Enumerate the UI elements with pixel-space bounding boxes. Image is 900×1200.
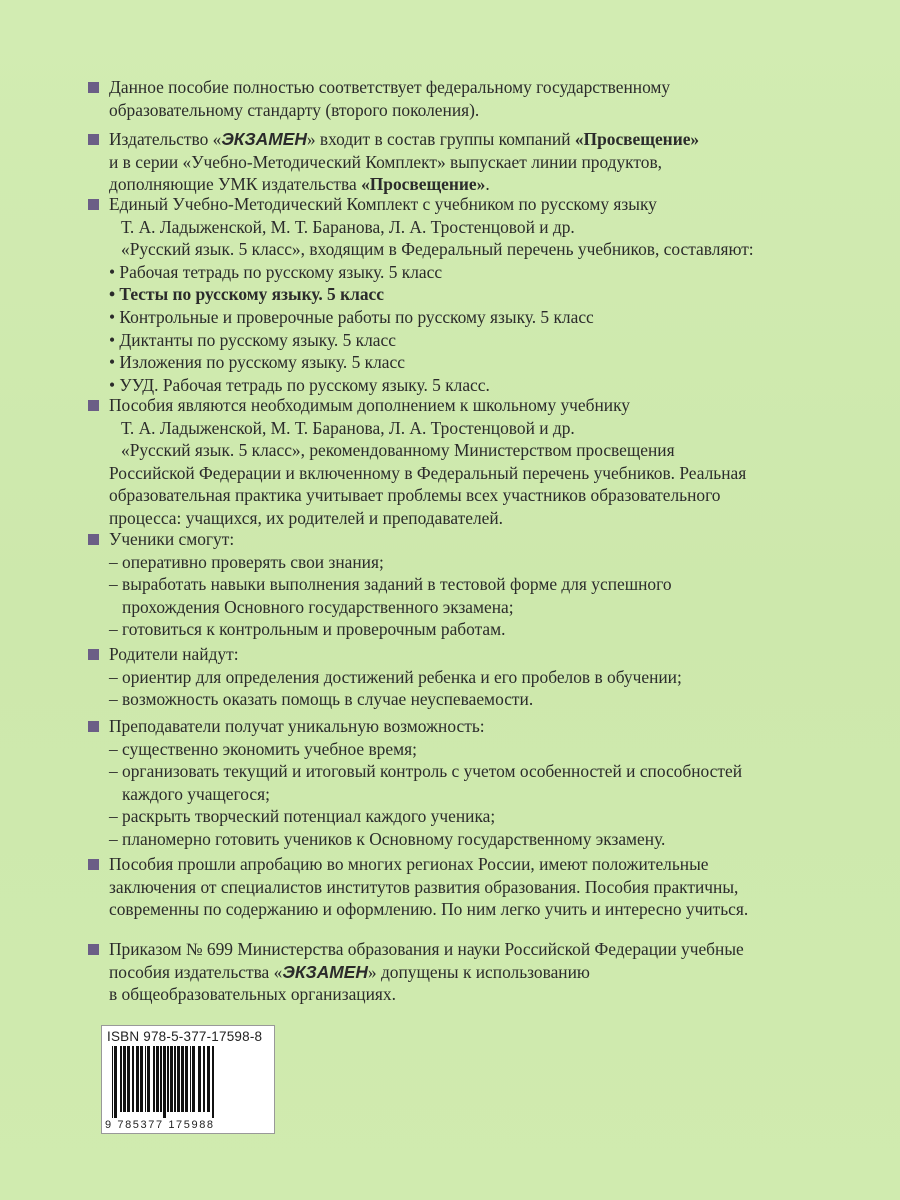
- text-line: – организовать текущий и итоговый контроль с учетом особенностей и способностей: [109, 761, 743, 782]
- text-line: Т. А. Ладыженской, М. Т. Баранова, Л. А. Тростенцовой и др.: [121, 417, 575, 438]
- brand-name: ЭКЗАМЕН: [282, 961, 368, 982]
- square-bullet-icon: [88, 944, 99, 955]
- text-line: в общеобразовательных организациях.: [109, 984, 396, 1005]
- barcode-bar: [132, 1046, 134, 1112]
- barcode-bar: [170, 1046, 173, 1112]
- barcode-bar: [156, 1046, 159, 1112]
- section-teachers: [88, 715, 878, 851]
- text-fragment: » допущены к использованию: [367, 961, 590, 982]
- square-bullet-icon: [88, 649, 99, 660]
- isbn-barcode-block: [101, 1025, 275, 1134]
- barcode-bar: [112, 1046, 113, 1118]
- text-line: – существенно экономить учебное время;: [109, 738, 417, 759]
- square-bullet-icon: [88, 134, 99, 145]
- list-item: • Изложения по русскому языку. 5 класс: [109, 352, 405, 373]
- section-order: [88, 938, 878, 1006]
- text-line: – оперативно проверять свои знания;: [109, 551, 384, 572]
- text-line: каждого учащегося;: [109, 783, 270, 804]
- text-line: – раскрыть творческий потенциал каждого ученика;: [109, 806, 496, 827]
- text-line: – возможность оказать помощь в случае неуспеваемости.: [109, 689, 534, 710]
- text-line: Преподаватели получат уникальную возможность:: [109, 716, 485, 736]
- section-standard: [88, 76, 878, 121]
- section-supplement: [88, 394, 878, 530]
- section-students: [88, 528, 878, 641]
- publisher-name: «Просвещение»: [574, 129, 700, 149]
- section-approbation: [88, 853, 878, 921]
- barcode-bar: [181, 1046, 184, 1112]
- barcode-bar: [153, 1046, 155, 1112]
- isbn-label: ISBN 978-5-377-17598-8: [107, 1029, 263, 1044]
- list-item: • Контрольные и проверочные работы по русскому языку. 5 класс: [109, 306, 594, 327]
- barcode-bar: [120, 1046, 122, 1112]
- barcode-bar: [167, 1046, 169, 1112]
- text-line: прохождения Основного государственного экзамена;: [109, 596, 514, 617]
- text-fragment: Издательство «: [109, 129, 222, 149]
- text-fragment: » входит в состав группы компаний: [306, 129, 575, 149]
- text-line: [109, 128, 878, 151]
- barcode-bar: [147, 1046, 150, 1112]
- text-line: образовательному стандарту (второго поколения).: [109, 99, 480, 120]
- text-line: Пособия прошли апробацию во многих регионах России, имеют положительные: [109, 854, 709, 874]
- list-item: • Тесты по русскому языку. 5 класс: [109, 284, 384, 305]
- text-line: образовательная практика учитывает проблемы всех участников образовательного: [109, 485, 721, 506]
- text-line: Т. А. Ладыженской, М. Т. Баранова, Л. А. Тростенцовой и др.: [121, 216, 575, 237]
- barcode-bar: [192, 1046, 195, 1112]
- barcode-icon: [110, 1046, 266, 1118]
- barcode-bar: [207, 1046, 210, 1112]
- barcode-bar: [145, 1046, 146, 1112]
- square-bullet-icon: [88, 859, 99, 870]
- text-fragment: пособия издательства «: [109, 961, 283, 982]
- barcode-bar: [123, 1046, 126, 1112]
- publisher-name: «Просвещение»: [361, 174, 486, 195]
- text-line: Пособия являются необходимым дополнением к школьному учебнику: [109, 395, 631, 415]
- barcode-bar: [136, 1046, 139, 1112]
- square-bullet-icon: [88, 400, 99, 411]
- text-line: Ученики смогут:: [109, 529, 235, 549]
- list-item: • Рабочая тетрадь по русскому языку. 5 класс: [109, 261, 443, 282]
- square-bullet-icon: [88, 82, 99, 93]
- barcode-bar: [174, 1046, 176, 1112]
- barcode-bar: [190, 1046, 191, 1112]
- text-line: – готовиться к контрольным и проверочным работам.: [109, 619, 506, 640]
- square-bullet-icon: [88, 534, 99, 545]
- brand-name: ЭКЗАМЕН: [221, 129, 307, 149]
- text-line: [109, 961, 878, 984]
- square-bullet-icon: [88, 199, 99, 210]
- text-line: Данное пособие полностью соответствует федеральному государственному: [109, 77, 671, 97]
- text-line: – ориентир для определения достижений ребенка и его пробелов в обучении;: [109, 666, 682, 687]
- barcode-bar: [185, 1046, 188, 1112]
- barcode-bar: [198, 1046, 201, 1112]
- barcode-bar: [114, 1046, 117, 1118]
- text-line: Российской Федерации и включенному в Федеральный перечень учебников. Реальная: [109, 462, 747, 483]
- square-bullet-icon: [88, 721, 99, 732]
- text-line: и в серии «Учебно-Методический Комплект» выпускает линии продуктов,: [109, 151, 663, 172]
- barcode-bar: [177, 1046, 180, 1112]
- text-line: процесса: учащихся, их родителей и преподавателей.: [109, 507, 503, 528]
- barcode-bar: [203, 1046, 205, 1112]
- text-line: – планомерно готовить учеников к Основному государственному экзамену.: [109, 828, 666, 849]
- barcode-bar: [212, 1046, 214, 1118]
- text-line: «Русский язык. 5 класс», входящим в Федеральный перечень учебников, составляют:: [121, 239, 754, 260]
- barcode-bar: [160, 1046, 162, 1112]
- barcode-bar: [140, 1046, 143, 1112]
- section-umk: [88, 193, 878, 396]
- text-fragment: дополняющие УМК издательства: [109, 174, 362, 195]
- text-line: – выработать навыки выполнения заданий в тестовой форме для успешного: [109, 574, 672, 595]
- text-line: Приказом № 699 Министерства образования и науки Российской Федерации учебные: [109, 939, 744, 959]
- text-line: заключения от специалистов институтов развития образования. Пособия практичны,: [109, 876, 739, 897]
- section-publisher: [88, 128, 878, 196]
- list-item: • УУД. Рабочая тетрадь по русскому языку. 5 класс.: [109, 374, 490, 395]
- text-line: современны по содержанию и оформлению. По ним легко учить и интересно учиться.: [109, 899, 749, 920]
- text-fragment: .: [485, 174, 490, 195]
- text-line: Единый Учебно-Методический Комплект с учебником по русскому языку: [109, 194, 657, 214]
- text-line: Родители найдут:: [109, 644, 239, 664]
- section-parents: [88, 643, 878, 711]
- barcode-bar: [127, 1046, 130, 1112]
- isbn-digits: 9 785377 175988: [105, 1119, 215, 1131]
- text-line: «Русский язык. 5 класс», рекомендованному Министерством просвещения: [121, 440, 675, 461]
- list-item: • Диктанты по русскому языку. 5 класс: [109, 329, 396, 350]
- barcode-bar: [163, 1046, 166, 1118]
